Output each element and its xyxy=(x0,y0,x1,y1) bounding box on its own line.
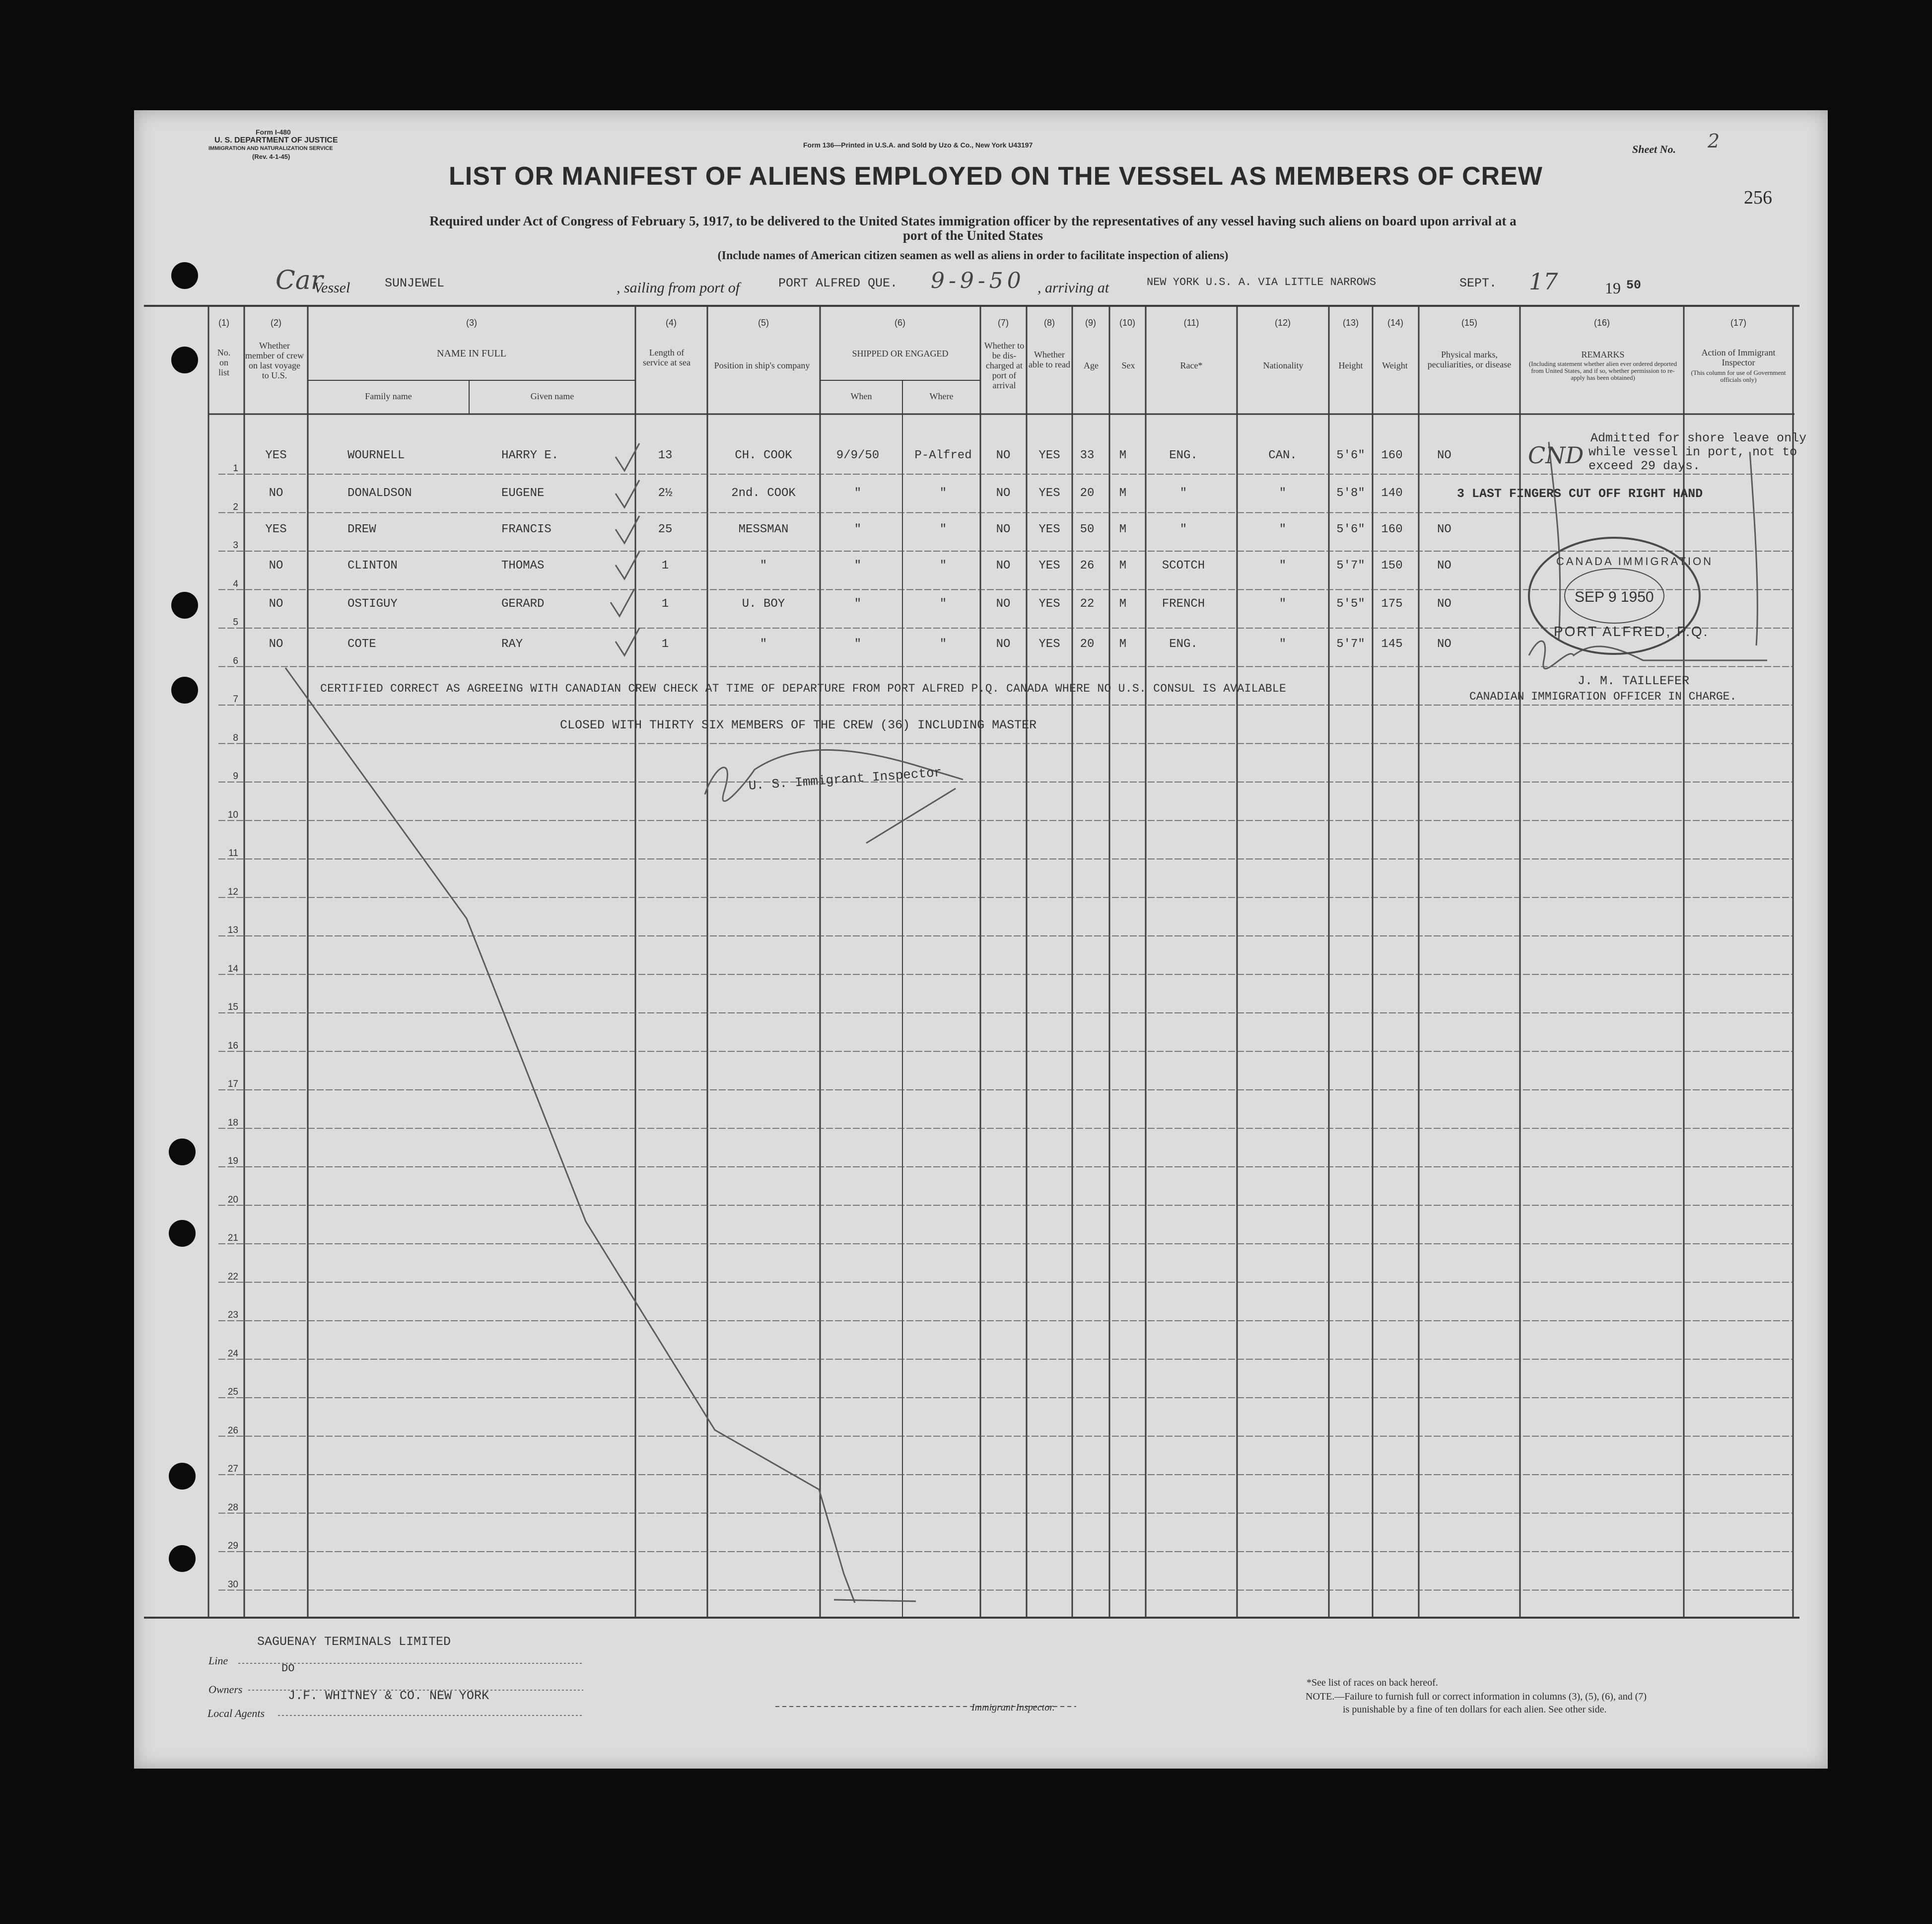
height: 5'8" xyxy=(1336,487,1365,500)
header-where: Where xyxy=(929,391,954,401)
able-to-read: YES xyxy=(1038,638,1060,651)
owners-label: Owners xyxy=(208,1683,243,1696)
row-number: 21 xyxy=(227,1233,238,1243)
member-last-voyage: NO xyxy=(269,559,283,572)
family-name: WOURNELL xyxy=(347,449,405,462)
column-number: (9) xyxy=(1085,318,1096,328)
note-penalty-1: NOTE.—Failure to furnish full or correct information in columns (3), (5), (6), and (7) xyxy=(1306,1691,1647,1702)
shipped-when: " xyxy=(854,559,862,572)
weight: 160 xyxy=(1381,449,1403,462)
nationality: " xyxy=(1279,559,1287,572)
member-last-voyage: YES xyxy=(265,449,287,462)
row-number: 5 xyxy=(233,617,238,628)
sex: M xyxy=(1119,523,1127,536)
length-of-service: 25 xyxy=(658,523,673,536)
row-number: 7 xyxy=(233,694,238,705)
year-prefix: 19 xyxy=(1605,279,1621,297)
column-number: (16) xyxy=(1593,318,1610,328)
admitted-line-3: exceed 29 days. xyxy=(1588,459,1701,473)
position: " xyxy=(759,638,767,651)
family-name: CLINTON xyxy=(347,559,398,572)
column-number: (10) xyxy=(1119,318,1135,328)
shipped-where: " xyxy=(939,559,947,572)
vessel-mark: Car xyxy=(276,266,323,295)
able-to-read: YES xyxy=(1038,523,1060,536)
physical-marks: NO xyxy=(1437,449,1451,462)
family-name: COTE xyxy=(347,638,376,651)
header-length-service: Length of service at sea xyxy=(643,348,690,367)
given-name: THOMAS xyxy=(501,559,545,572)
officer-title: CANADIAN IMMIGRATION OFFICER IN CHARGE. xyxy=(1469,690,1737,703)
given-name: GERARD xyxy=(501,597,545,611)
height: 5'6" xyxy=(1336,449,1365,462)
header-action: Action of Immigrant Inspector xyxy=(1701,348,1776,367)
row-number: 17 xyxy=(227,1079,238,1089)
discharged: NO xyxy=(996,449,1011,462)
length-of-service: 1 xyxy=(661,559,669,572)
nationality: CAN. xyxy=(1268,449,1297,462)
row-number: 1 xyxy=(233,463,238,474)
vessel-label: Vessel xyxy=(314,280,350,296)
race: ENG. xyxy=(1169,449,1198,462)
race: " xyxy=(1179,523,1187,536)
member-last-voyage: YES xyxy=(265,523,287,536)
row-number: 10 xyxy=(227,809,238,820)
header-when: When xyxy=(850,391,872,401)
height: 5'5" xyxy=(1336,597,1365,611)
column-number: (12) xyxy=(1274,318,1291,328)
header-sex: Sex xyxy=(1121,360,1135,370)
shipped-when: 9/9/50 xyxy=(836,449,880,462)
weight: 175 xyxy=(1381,597,1403,611)
column-number: (1) xyxy=(218,318,229,328)
column-number: (3) xyxy=(466,318,477,328)
header-height: Height xyxy=(1338,360,1363,370)
able-to-read: YES xyxy=(1038,559,1060,572)
nationality: " xyxy=(1279,638,1287,651)
column-number: (2) xyxy=(271,318,281,328)
header-shipped: SHIPPED OR ENGAGED xyxy=(852,349,949,358)
row-number: 23 xyxy=(227,1310,238,1320)
header-age: Age xyxy=(1084,360,1099,370)
row-number: 11 xyxy=(228,848,238,858)
nationality: " xyxy=(1279,597,1287,611)
age: 20 xyxy=(1080,638,1095,651)
discharged: NO xyxy=(996,523,1011,536)
row-number: 18 xyxy=(227,1117,238,1128)
header-no-on-list: No. on list xyxy=(217,348,231,377)
age: 50 xyxy=(1080,523,1095,536)
shipped-where: P-Alfred xyxy=(914,449,972,462)
weight: 145 xyxy=(1381,638,1403,651)
row-number: 28 xyxy=(227,1502,238,1513)
row-number: 20 xyxy=(227,1194,238,1205)
row-number: 27 xyxy=(227,1464,238,1474)
department: U. S. DEPARTMENT OF JUSTICE xyxy=(214,136,338,144)
inspector-signature-line: U. S. Immigrant Inspector xyxy=(748,765,943,793)
row-number: 16 xyxy=(227,1040,238,1051)
sex: M xyxy=(1119,597,1127,611)
manifest-title: LIST OR MANIFEST OF ALIENS EMPLOYED ON THE VESSEL AS MEMBERS OF CREW xyxy=(449,162,1543,191)
member-last-voyage: NO xyxy=(269,638,283,651)
header-physical: Physical marks, peculiarities, or disease xyxy=(1427,350,1512,369)
header-discharged: Whether to be dis-charged at port of arrival xyxy=(984,341,1025,390)
discharged: NO xyxy=(996,559,1011,572)
shipped-when: " xyxy=(854,487,862,500)
race: " xyxy=(1179,487,1187,500)
admitted-line-1: Admitted for shore leave only xyxy=(1590,431,1807,445)
note-penalty-2: is punishable by a fine of ten dollars for each alien. See other side. xyxy=(1343,1704,1607,1715)
able-to-read: YES xyxy=(1038,449,1060,462)
header-read: Whether able to read xyxy=(1029,350,1070,369)
nationality: " xyxy=(1279,487,1287,500)
header-given-name: Given name xyxy=(530,391,574,401)
header-remarks: REMARKS xyxy=(1581,350,1625,359)
column-number: (4) xyxy=(666,318,677,328)
officer-name: J. M. TAILLEFER xyxy=(1578,674,1690,688)
arriving-label: , arriving at xyxy=(1037,280,1109,296)
year-suffix: 50 xyxy=(1626,278,1642,292)
sheet-number: 2 xyxy=(1708,130,1720,152)
row-number: 24 xyxy=(227,1348,238,1359)
discharged: NO xyxy=(996,487,1011,500)
row-number: 19 xyxy=(227,1156,238,1166)
subtitle-3: (Include names of American citizen seamen as well as aliens in order to facilitate inspection of aliens) xyxy=(717,249,1229,262)
weight: 150 xyxy=(1381,559,1403,572)
arrival-port: NEW YORK U.S. A. VIA LITTLE NARROWS xyxy=(1147,276,1377,288)
arrival-day: 17 xyxy=(1529,268,1558,295)
row-number: 15 xyxy=(227,1002,238,1012)
note-races: *See list of races on back hereof. xyxy=(1307,1677,1438,1688)
column-number: (15) xyxy=(1461,318,1477,328)
length-of-service: 2½ xyxy=(658,487,673,500)
length-of-service: 1 xyxy=(661,638,669,651)
weight: 140 xyxy=(1381,487,1403,500)
age: 33 xyxy=(1080,449,1095,462)
shipped-when: " xyxy=(854,523,862,536)
sex: M xyxy=(1119,559,1127,572)
stamp-bottom: PORT ALFRED, P.Q. xyxy=(1554,624,1709,639)
column-number: (14) xyxy=(1387,318,1403,328)
header-remarks-sub: (Including statement whether alien ever ordered deported from United States, and if so, whether permission to re-apply has been obtained) xyxy=(1528,360,1677,381)
physical-marks: NO xyxy=(1437,523,1451,536)
family-name: DONALDSON xyxy=(347,487,412,500)
shipped-where: " xyxy=(939,638,947,651)
member-last-voyage: NO xyxy=(269,597,283,611)
line-value: SAGUENAY TERMINALS LIMITED xyxy=(257,1635,451,1649)
given-name: FRANCIS xyxy=(501,523,552,536)
row-number: 22 xyxy=(227,1271,238,1282)
given-name: EUGENE xyxy=(501,487,545,500)
row-number: 25 xyxy=(227,1387,238,1397)
port-of-departure: PORT ALFRED QUE. xyxy=(778,276,898,290)
owners-value: DO xyxy=(281,1662,295,1675)
column-number: (5) xyxy=(758,318,769,328)
revision: (Rev. 4-1-45) xyxy=(252,153,290,160)
sheet-label: Sheet No. xyxy=(1632,143,1676,155)
sailing-label: , sailing from port of xyxy=(617,280,740,296)
row-number: 29 xyxy=(227,1541,238,1551)
age: 26 xyxy=(1080,559,1095,572)
row-number: 26 xyxy=(227,1425,238,1436)
position: " xyxy=(759,559,767,572)
header-family-name: Family name xyxy=(365,391,412,401)
weight: 160 xyxy=(1381,523,1403,536)
physical-marks: NO xyxy=(1437,597,1451,611)
header-nationality: Nationality xyxy=(1263,360,1304,370)
position: CH. COOK xyxy=(735,449,792,462)
form-number: Form I-480 xyxy=(256,128,291,136)
row-number: 14 xyxy=(227,963,238,974)
shipped-where: " xyxy=(939,523,947,536)
discharged: NO xyxy=(996,597,1011,611)
column-number: (13) xyxy=(1342,318,1359,328)
height: 5'7" xyxy=(1336,559,1365,572)
service: IMMIGRATION AND NATURALIZATION SERVICE xyxy=(208,145,333,151)
departure-date: 9-9-50 xyxy=(931,268,1025,293)
line-label: Line xyxy=(208,1654,228,1667)
given-name: RAY xyxy=(501,638,523,651)
able-to-read: YES xyxy=(1038,487,1060,500)
given-name: HARRY E. xyxy=(501,449,559,462)
subtitle-1: Required under Act of Congress of February 5, 1917, to be delivered to the United States immigration officer by the representatives of any vessel having such aliens on board upon arrival at a xyxy=(429,214,1517,228)
sex: M xyxy=(1119,449,1127,462)
member-last-voyage: NO xyxy=(269,487,283,500)
agents-label: Local Agents xyxy=(207,1707,265,1719)
position: U. BOY xyxy=(742,597,785,611)
shipped-where: " xyxy=(939,487,947,500)
position: 2nd. COOK xyxy=(731,487,796,500)
column-number: (8) xyxy=(1044,318,1055,328)
age: 22 xyxy=(1080,597,1095,611)
race: ENG. xyxy=(1169,638,1198,651)
row-number: 13 xyxy=(227,925,238,935)
position: MESSMAN xyxy=(738,523,789,536)
length-of-service: 1 xyxy=(661,597,669,611)
subtitle-2: port of the United States xyxy=(903,228,1043,243)
row-number: 3 xyxy=(233,540,238,551)
physical-marks: NO xyxy=(1437,559,1451,572)
certification-line-2: CLOSED WITH THIRTY SIX MEMBERS OF THE CREW (36) INCLUDING MASTER xyxy=(560,718,1037,732)
vessel-name: SUNJEWEL xyxy=(385,276,445,290)
row-number: 12 xyxy=(227,886,238,897)
row-number: 9 xyxy=(233,771,238,782)
stamp-top: CANADA IMMIGRATION xyxy=(1556,555,1714,568)
printer-line: Form 136—Printed in U.S.A. and Sold by Uzo & Co., New York U43197 xyxy=(803,141,1033,149)
cnd-mark: CND xyxy=(1528,442,1584,469)
physical-marks: NO xyxy=(1437,638,1451,651)
row-number: 8 xyxy=(233,732,238,743)
header-action-sub: (This column for use of Government officials only) xyxy=(1691,369,1786,383)
header-name-in-full: NAME IN FULL xyxy=(437,348,506,359)
column-number: (7) xyxy=(998,318,1009,328)
race: SCOTCH xyxy=(1162,559,1205,572)
height: 5'7" xyxy=(1336,638,1365,651)
shipped-where: " xyxy=(939,597,947,611)
stamp-date: SEP 9 1950 xyxy=(1575,589,1654,605)
row-number: 30 xyxy=(227,1579,238,1590)
sex: M xyxy=(1119,487,1127,500)
agents-value: J.F. WHITNEY & CO. NEW YORK xyxy=(288,1689,489,1703)
family-name: OSTIGUY xyxy=(347,597,398,611)
row-number: 6 xyxy=(233,655,238,666)
discharged: NO xyxy=(996,638,1011,651)
header-last-voyage: Whether member of crew on last voyage to U.S. xyxy=(245,341,304,380)
page-number: 256 xyxy=(1744,187,1772,208)
header-race: Race* xyxy=(1180,360,1203,370)
header-weight: Weight xyxy=(1382,360,1408,370)
column-number: (17) xyxy=(1730,318,1746,328)
shipped-when: " xyxy=(854,638,862,651)
header-position: Position in ship's company xyxy=(714,360,810,370)
physical-marks: 3 LAST FINGERS CUT OFF RIGHT HAND xyxy=(1457,487,1703,501)
column-number: (6) xyxy=(895,318,905,328)
length-of-service: 13 xyxy=(658,449,673,462)
certification-line-1: CERTIFIED CORRECT AS AGREEING WITH CANADIAN CREW CHECK AT TIME OF DEPARTURE FROM PORT ALFRED P.Q. CANADA WHERE NO U.S. CONSUL IS AVAILABLE xyxy=(320,682,1287,695)
column-number: (11) xyxy=(1183,318,1199,328)
sex: M xyxy=(1119,638,1127,651)
shipped-when: " xyxy=(854,597,862,611)
row-number: 2 xyxy=(233,501,238,512)
family-name: DREW xyxy=(347,523,376,536)
race: FRENCH xyxy=(1162,597,1205,611)
height: 5'6" xyxy=(1336,523,1365,536)
nationality: " xyxy=(1279,523,1287,536)
immigrant-inspector-label: Immigrant Inspector. xyxy=(971,1702,1055,1713)
age: 20 xyxy=(1080,487,1095,500)
admitted-line-2: while vessel in port, not to xyxy=(1588,445,1797,459)
able-to-read: YES xyxy=(1038,597,1060,611)
arrival-month: SEPT. xyxy=(1459,276,1497,290)
row-number: 4 xyxy=(233,578,238,589)
